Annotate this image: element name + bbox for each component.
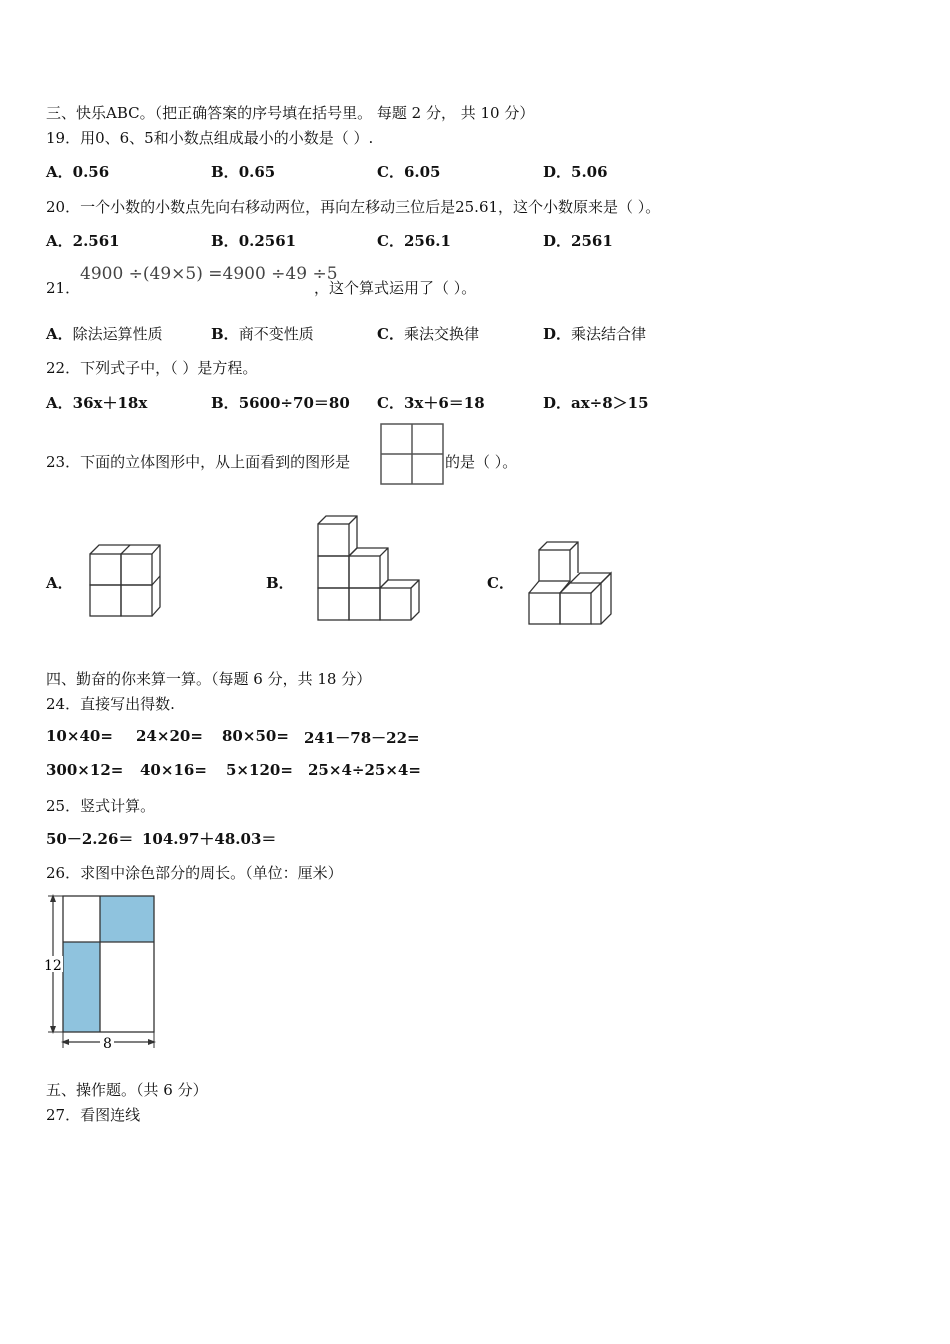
q20-option-c: C．256.1 (377, 232, 451, 250)
q24-row2-item3: 5×120= (226, 761, 293, 779)
q22-option-c: C．3x＋6＝18 (377, 394, 485, 412)
q24-row1-item2: 24×20= (136, 727, 203, 745)
q24-row2-item1: 300×12= (46, 761, 124, 779)
q23-stem-after: 的是（ ）。 (445, 453, 518, 471)
q22-option-b: B．5600÷70＝80 (211, 394, 350, 412)
q21-option-a: A．除法运算性质 (46, 325, 163, 343)
shaded-bottom-rect (63, 942, 100, 1032)
q26-width-label: 8 (103, 1036, 112, 1052)
q24-row1-item1: 10×40= (46, 727, 113, 745)
q23-top-view-grid (380, 423, 444, 485)
q23-figure-a-label: A． (46, 574, 73, 592)
q24-row2-item2: 40×16= (140, 761, 207, 779)
q23-figure-c-cubes (526, 536, 616, 628)
q25-item2: 104.97＋48.03＝ (142, 830, 277, 848)
q21-formula: 4900 ÷(49×5) =4900 ÷49 ÷5 (80, 264, 338, 284)
q23-figure-c-label: C． (487, 574, 514, 592)
q23-stem-before: 23．下面的立体图形中，从上面看到的图形是 (46, 453, 351, 471)
q26-height-label: 12 (44, 958, 62, 974)
q23-figure-b-label: B． (266, 574, 294, 592)
q24-row2-item4: 25×4÷25×4= (308, 761, 421, 779)
q20-option-d: D．2561 (543, 232, 613, 250)
q19-stem: 19．用0、6、5和小数点组成最小的小数是（ ）. (46, 129, 374, 147)
q19-option-a: A．0.56 (46, 163, 110, 181)
q21-number: 21． (46, 279, 81, 297)
q19-option-c: C．6.05 (377, 163, 441, 181)
q19-option-d: D．5.06 (543, 163, 608, 181)
q20-option-a: A．2.561 (46, 232, 120, 250)
q19-option-b: B．0.65 (211, 163, 276, 181)
q21-option-b: B．商不变性质 (211, 325, 314, 343)
section5-title: 五、操作题。（共 6 分） (46, 1081, 208, 1099)
q24-row1-item3: 80×50= (222, 727, 289, 745)
section3-title: 三、快乐ABC。（把正确答案的序号填在括号里。 每题 2 分， 共 10 分） (46, 104, 535, 122)
q21-option-d: D．乘法结合律 (543, 325, 647, 343)
q26-stem: 26．求图中涂色部分的周长。（单位：厘米） (46, 864, 343, 882)
q23-figure-b-cubes (314, 512, 426, 626)
q27-stem: 27．看图连线 (46, 1106, 141, 1124)
q24-row1-item4: 241－78－22= (304, 729, 420, 747)
q22-option-a: A．36x＋18x (46, 394, 148, 412)
q20-option-b: B．0.2561 (211, 232, 297, 250)
q26-perimeter-figure (40, 890, 162, 1052)
q25-item1: 50－2.26＝ (46, 830, 134, 848)
q24-stem: 24．直接写出得数. (46, 695, 175, 713)
q21-suffix: ，这个算式运用了（ ）。 (314, 279, 477, 297)
q21-option-c: C．乘法交换律 (377, 325, 479, 343)
q20-stem: 20．一个小数的小数点先向右移动两位，再向左移动三位后是25.61，这个小数原来是（ ）。 (46, 198, 661, 216)
section4-title: 四、勤奋的你来算一算。（每题 6 分，共 18 分） (46, 670, 372, 688)
q23-figure-a-cubes (86, 540, 166, 624)
q22-stem: 22．下列式子中，（ ）是方程。 (46, 359, 258, 377)
q25-stem: 25．竖式计算。 (46, 797, 156, 815)
q22-option-d: D．ax÷8＞15 (543, 394, 649, 412)
shaded-top-rect (100, 896, 154, 942)
